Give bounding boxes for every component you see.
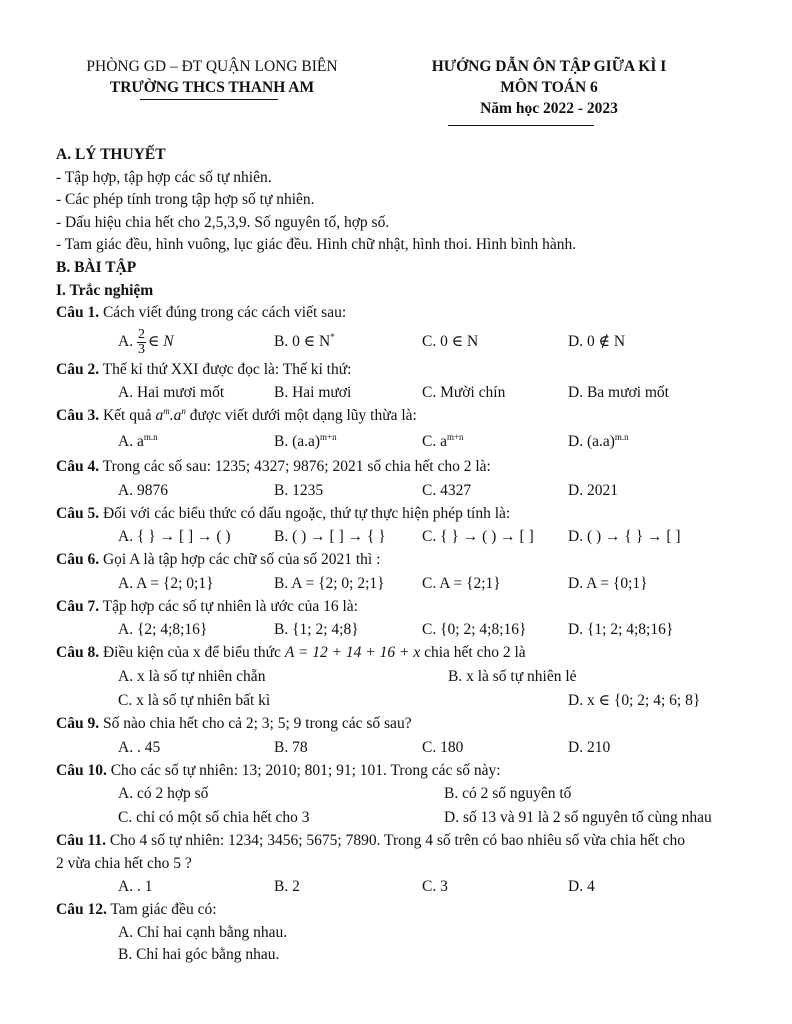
question-7: Câu 7. Tập hợp các số tự nhiên là ước của 16 là: <box>56 597 358 615</box>
option-b: B. $(a.a)^{m+n}$ <box>274 431 337 450</box>
option-a: A. $a^{m.n}$ <box>118 431 158 450</box>
option-b: B. A = {2; 0; 2;1} <box>274 574 385 592</box>
option-b: B. có 2 số nguyên tố <box>444 785 572 803</box>
option-d: D. 0 ∉ N <box>568 332 626 350</box>
option-d: D. A = {0;1} <box>568 574 648 592</box>
subsection-heading: I. Trắc nghiệm <box>56 281 154 299</box>
question-10: Câu 10. Cho các số tự nhiên: 13; 2010; 801; 91; 101. Trong các số này: <box>56 761 501 779</box>
option-a: A. . 45 <box>118 738 161 756</box>
option-b: B. 0 ∈ N* <box>274 331 335 350</box>
question-11-continued: 2 vừa chia hết cho 5 ? <box>56 854 192 872</box>
option-d: D. 2021 <box>568 481 618 499</box>
option-d: D. 4 <box>568 878 595 896</box>
question-4: Câu 4. Trong các số sau: 1235; 4327; 9876; 2021 số chia hết cho 2 là: <box>56 457 491 475</box>
option-a: A. 9876 <box>118 481 168 499</box>
section-heading: A. LÝ THUYẾT <box>56 146 166 163</box>
answer-options <box>56 782 746 806</box>
answer-options <box>56 479 746 503</box>
question-9: Câu 9. Số nào chia hết cho cả 2; 3; 5; 9 trong các số sau? <box>56 714 412 732</box>
department-name: PHÒNG GD – ĐT QUẬN LONG BIÊN <box>86 58 338 75</box>
option-a: A. . 1 <box>118 878 153 896</box>
answer-options <box>56 428 746 456</box>
document-body <box>56 144 746 967</box>
option-d: D. {1; 2; 4;8;16} <box>568 621 674 639</box>
option-d: D. x ∈ {0; 2; 4; 6; 8} <box>568 691 701 709</box>
option-b: B. Hai mươi <box>274 384 352 402</box>
option-c: C. 3 <box>422 878 448 896</box>
option-d: D. Ba mươi mốt <box>568 384 669 402</box>
question-12: Câu 12. Tam giác đều có: <box>56 901 217 919</box>
option-d: D. số 13 và 91 là 2 số nguyên tố cùng nhau <box>444 809 712 827</box>
option-a: A. x là số tự nhiên chẵn <box>118 667 266 685</box>
option-c: C. { } → ( ) → [ ] <box>422 528 534 546</box>
answer-options <box>56 525 746 549</box>
question-5: Câu 5. Đối với các biểu thức có dấu ngoặc, thứ tự thực hiện phép tính là: <box>56 504 511 522</box>
option-d: D. ( ) → { } → [ ] <box>568 528 681 546</box>
theory-item: - Các phép tính trong tập hợp số tự nhiên. <box>56 191 315 209</box>
section-heading: B. BÀI TẬP <box>56 258 137 276</box>
option-c: C. Mười chín <box>422 384 506 402</box>
question-8: Câu 8. Điều kiện của x để biểu thức A = 12 + 14 + 16 + x chia hết cho 2 là <box>56 644 526 662</box>
option-a: A. Hai mươi mốt <box>118 384 225 402</box>
answer-options <box>56 665 746 689</box>
question-6: Câu 6. Gọi A là tập hợp các chữ số của số 2021 thì : <box>56 551 381 569</box>
answer-options <box>56 689 746 713</box>
option-b: B. ( ) → [ ] → { } <box>274 528 386 546</box>
option-b: B. {1; 2; 4;8} <box>274 621 359 639</box>
answer-options <box>56 381 746 405</box>
subject-name: MÔN TOÁN 6 <box>500 79 598 96</box>
option-c: C. 180 <box>422 738 464 756</box>
option-a: A. A = {2; 0;1} <box>118 574 214 592</box>
option-a: A. {2; 4;8;16} <box>118 621 208 639</box>
document-title-block <box>384 56 714 119</box>
option-c: C. 4327 <box>422 481 472 499</box>
theory-item: - Dấu hiệu chia hết cho 2,5,3,9. Số nguyên tố, hợp số. <box>56 213 390 231</box>
question-label: Câu 1. <box>56 304 100 322</box>
divider <box>140 99 278 100</box>
option-a: A. $\frac{2}{3}$ ∈ N <box>118 326 174 357</box>
option-d: D. 210 <box>568 738 611 756</box>
answer-options <box>56 325 746 359</box>
document-title: HƯỚNG DẪN ÔN TẬP GIỮA KÌ I <box>431 58 667 75</box>
theory-item: - Tam giác đều, hình vuông, lục giác đều. Hình chữ nhật, hình thoi. Hình bình hành. <box>56 236 577 254</box>
option-b: B. 1235 <box>274 481 324 499</box>
option-b: B. x là số tự nhiên lẻ <box>448 667 577 685</box>
school-header <box>56 56 368 98</box>
option-c: C. 0 ∈ N <box>422 332 479 350</box>
theory-item: - Tập hợp, tập hợp các số tự nhiên. <box>56 168 272 186</box>
question-11: Câu 11. Cho 4 số tự nhiên: 1234; 3456; 5675; 7890. Trong 4 số trên có bao nhiêu số vừa chia hết cho <box>56 832 686 850</box>
option-a: A. có 2 hợp số <box>118 785 209 803</box>
divider <box>448 125 594 126</box>
option-b: B. 2 <box>274 878 300 896</box>
option-b: B. 78 <box>274 738 308 756</box>
answer-options <box>56 875 746 899</box>
option-a: A. { } → [ ] → ( ) <box>118 528 231 546</box>
option-a: A. Chỉ hai cạnh bằng nhau. <box>118 923 288 941</box>
question-3: Câu 3. Kết quả $a^m.a^n$ được viết dưới một dạng lũy thừa là: <box>56 406 417 425</box>
option-b: B. Chỉ hai góc bằng nhau. <box>118 946 280 964</box>
question-2: Câu 2. Thế kỉ thứ XXI được đọc là: Thế kỉ thứ: <box>56 360 352 378</box>
option-c: C. $a^{m+n}$ <box>422 431 464 450</box>
option-c: C. chỉ có một số chia hết cho 3 <box>118 809 310 827</box>
answer-options <box>56 572 746 596</box>
option-c: C. A = {2;1} <box>422 574 501 592</box>
question-1 <box>56 302 746 325</box>
school-year: Năm học 2022 - 2023 <box>480 100 618 117</box>
answer-options <box>56 736 746 760</box>
option-d: D. $(a.a)^{m.n}$ <box>568 431 629 450</box>
option-c: C. x là số tự nhiên bất kì <box>118 691 271 709</box>
answer-options <box>56 806 746 830</box>
option-c: C. {0; 2; 4;8;16} <box>422 621 527 639</box>
answer-options <box>56 618 746 642</box>
question-text: Cách viết đúng trong các cách viết sau: <box>99 304 347 322</box>
school-name: TRƯỜNG THCS THANH AM <box>109 79 315 96</box>
